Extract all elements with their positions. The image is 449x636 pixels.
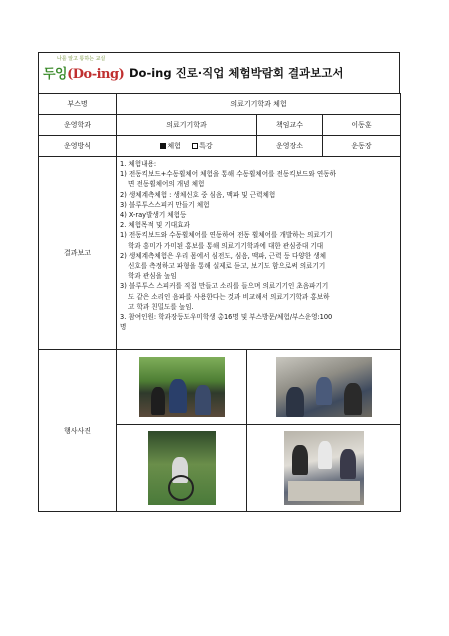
logo-wordmark [43, 63, 124, 82]
photo-wheelchair-on-field [148, 431, 216, 505]
person-figure [292, 445, 308, 475]
report-page [38, 52, 400, 512]
person-figure [316, 377, 332, 405]
person-figure [169, 379, 187, 413]
place-label: 운영장소 [257, 136, 323, 157]
result-line: 도 같은 소리인 음파를 사용한다는 것과 비교해서 의료기기학과 홍보하 [128, 292, 330, 301]
booth-label: 부스명 [39, 94, 117, 115]
result-line: 3. 참여인원: 학과장등도우미학생 총16명 및 부스방문/체험/부스운영:100 [120, 313, 333, 322]
prof-label: 책임교수 [257, 115, 323, 136]
result-line: 명 [120, 323, 127, 332]
result-line: 1) 전동킥보드와 수동휠체어를 연동하여 전동 휠체어를 개발하는 의료기기 [120, 231, 333, 240]
report-table [38, 93, 401, 512]
report-header [38, 52, 400, 93]
person-figure [344, 383, 362, 415]
dept-label: 운영학과 [39, 115, 117, 136]
logo-text-a: 두잉 [43, 67, 68, 82]
photo-cell [117, 350, 247, 425]
result-row [39, 157, 401, 350]
place-value: 운동장 [323, 136, 401, 157]
prof-value: 이동훈 [323, 115, 401, 136]
result-content [117, 157, 401, 350]
result-line: 학과 흥미가 가미된 홍보를 통해 의료기기학과에 대한 관심증대 기대 [128, 241, 324, 250]
unchecked-box-icon [192, 143, 198, 149]
result-line: 2. 체험목적 및 기대효과 [120, 221, 190, 230]
result-line: 1. 체험내용: [120, 160, 157, 168]
result-line: 3) 블루투스 스피커를 직접 만들고 소리를 들으며 의료기기인 초음파기기 [120, 282, 329, 291]
method-option-experience: 체험 [167, 142, 181, 150]
photos-row-1 [39, 350, 401, 425]
result-line: 학과 관심을 높임 [128, 272, 177, 281]
report-title: Do-ing 진로·직업 체험박람회 결과보고서 [129, 66, 344, 80]
person-figure [195, 385, 211, 415]
person-figure [318, 441, 332, 469]
result-line: 2) 생체계측체험 : 생체신호 중 심음, 맥파 및 근력체험 [120, 190, 276, 199]
wheel-shape [168, 475, 194, 501]
logo-tagline: 나를 알고 통하는 교실 [57, 56, 106, 62]
result-line: 고 학과 친밀도를 높임. [128, 302, 194, 311]
photos-label: 행사사진 [39, 350, 117, 512]
person-figure [340, 449, 356, 479]
result-line: 2) 생체계측체험은 우리 몸에서 심전도, 심음, 맥파, 근력 등 다양한 생체 [120, 251, 326, 260]
photo-students-building-kits [276, 357, 372, 417]
result-line: 신호를 측정하고 파형을 통해 실제로 듣고, 보기도 함으로써 의료기기 [128, 262, 326, 271]
person-figure [151, 387, 165, 415]
photo-cell [247, 425, 401, 512]
table-surface [288, 481, 360, 501]
method-option-lecture: 특강 [199, 142, 213, 150]
method-options [117, 136, 257, 157]
photo-group-at-booth [284, 431, 364, 505]
person-figure [286, 387, 304, 417]
photo-cell [117, 425, 247, 512]
result-line: 3) 블루투스스피커 만들기 체험 [120, 200, 210, 209]
method-label: 운영방식 [39, 136, 117, 157]
doing-logo [43, 55, 125, 89]
checked-box-icon [160, 143, 166, 149]
result-line: 4) X-ray발생기 체험등 [120, 211, 187, 220]
photo-students-at-table [139, 357, 225, 417]
photo-cell [247, 350, 401, 425]
booth-value: 의료기기학과 체험 [117, 94, 401, 115]
result-label: 결과보고 [39, 157, 117, 350]
dept-value: 의료기기학과 [117, 115, 257, 136]
result-line: 1) 전동킥보드+수동휠체어 체험을 통해 수동휠체어를 전동킥보드와 연동하 [120, 170, 336, 179]
result-line: 면 전동휠체어의 개념 체험 [128, 180, 205, 189]
logo-text-b: (Do-ing) [67, 67, 125, 82]
method-row [39, 136, 401, 157]
booth-row [39, 94, 401, 115]
dept-row [39, 115, 401, 136]
